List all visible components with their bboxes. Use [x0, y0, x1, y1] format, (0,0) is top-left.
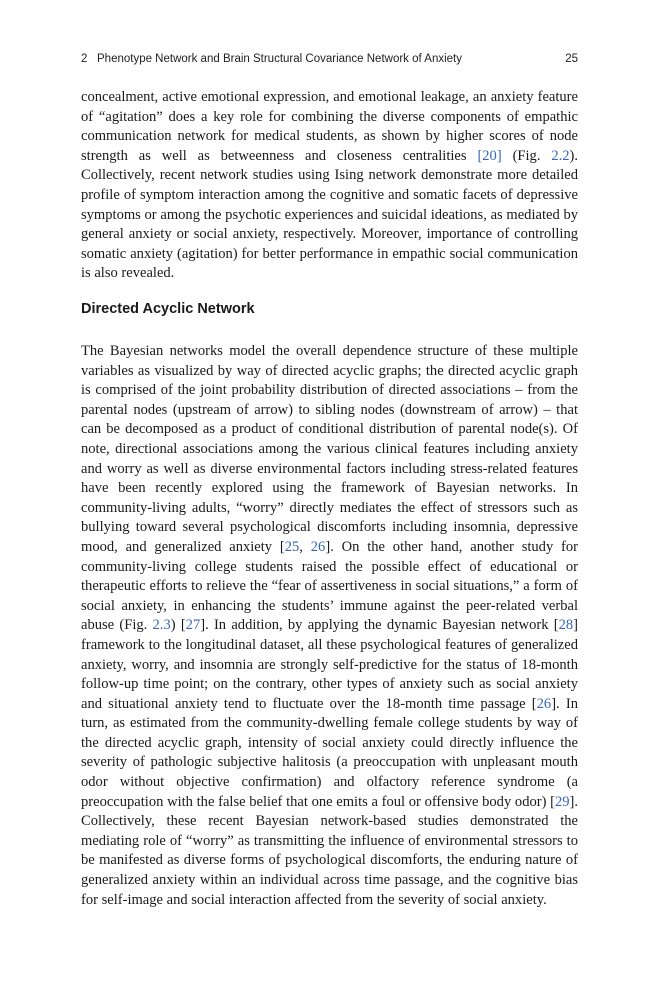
citation-link[interactable]: 27 [185, 617, 201, 634]
chapter-title: Phenotype Network and Brain Structural Covariance Network of Anxiety [97, 53, 462, 65]
citation-link[interactable]: 26 [536, 695, 552, 712]
citation-link[interactable]: 2.3 [152, 617, 171, 634]
page-number: 25 [565, 53, 578, 65]
text-run: ). Collectively, recent network studies using Ising network demonstrate more detailed profile of symptom interaction among the cognitive and somatic facets of depressive symptoms or among the psychotic experiences and suicidal ideations, as mediated by general anxiety or social anxiety, respectively. Moreover, importance of controlling somatic anxiety (agitation) for better performance in empathic social communication is also revealed. [81, 147, 578, 282]
text-run: concealment, active emotional expression, and emotional leakage, an anxiety feature of “agitation” does a key role for combining the diverse components of empathic communication network for medical students, as shown by higher scores of node strength as well as betweenness and closeness centralities [81, 89, 578, 164]
text-run: (Fig. [501, 147, 552, 164]
text-run: , [299, 538, 311, 555]
citation-link[interactable]: 28 [558, 617, 574, 634]
section-heading: Directed Acyclic Network [81, 301, 255, 317]
text-run: ]. In turn, as estimated from the community-dwelling female college students by way of the directed acyclic graph, intensity of social anxiety could directly influence the severity of pathologic subjective halitosis (a preoccupation with unpleasant mouth odor without objective confirmation) and olfactory reference syndrome (a preoccupation with the false belief that one emits a foul or offensive body odor) [ [81, 695, 578, 810]
text-run: ]. On the other hand, another study for community-living college students raised the possible effect of educational or therapeutic efforts to relieve the “fear of assertiveness in social situations,” a form of social anxiety, in enhancing the students’ immune against the peer-related verbal abuse (Fig. [81, 538, 578, 634]
text-run: ) [ [170, 617, 186, 634]
running-head [81, 53, 578, 69]
citation-link[interactable]: 26 [310, 538, 326, 555]
citation-link[interactable]: [20] [477, 147, 502, 164]
citation-link[interactable]: 25 [284, 538, 300, 555]
chapter-number: 2 [81, 53, 88, 65]
paragraph-2 [81, 342, 578, 910]
text-run: ]. In addition, by applying the dynamic Bayesian network [ [200, 617, 559, 634]
paragraph-1 [81, 88, 578, 284]
citation-link[interactable]: 2.2 [551, 147, 570, 164]
citation-link[interactable]: 29 [554, 793, 570, 810]
text-run: ] framework to the longitudinal dataset, all these psychological features of generalized anxiety, worry, and insomnia are strongly self-predictive for the status of 18-month follow-up time point; on the contrary, other types of anxiety such as social anxiety and situational anxiety tend to fluctuate over the 18-month time passage [ [81, 617, 579, 712]
text-run: ]. Collectively, these recent Bayesian network-based studies demonstrated the mediating role of “worry” as transmitting the influence of environmental stressors to be manifested as diverse forms of psychological discomforts, the enduring nature of generalized anxiety within an individual across time passage, and the cognitive bias for self-image and social interaction affected from the severity of social anxiety. [81, 793, 578, 908]
text-run: The Bayesian networks model the overall dependence structure of these multiple variables as visualized by way of directed acyclic graphs; the directed acyclic graph is comprised of the joint probability distribution of directed associations – from the parental nodes (upstream of arrow) to sibling nodes (downstream of arrow) – that can be decomposed as a product of conditional distribution of parental node(s). Of note, directional associations among the various clinical features including anxiety and worry as well as diverse environmental factors including stress-related features have been recently explored using the framework of Bayesian networks. In community-living adults, “worry” directly mediates the effect of stressors such as bullying toward several psychological discomforts including insomnia, depressive mood, and generalized anxiety [ [81, 343, 578, 555]
